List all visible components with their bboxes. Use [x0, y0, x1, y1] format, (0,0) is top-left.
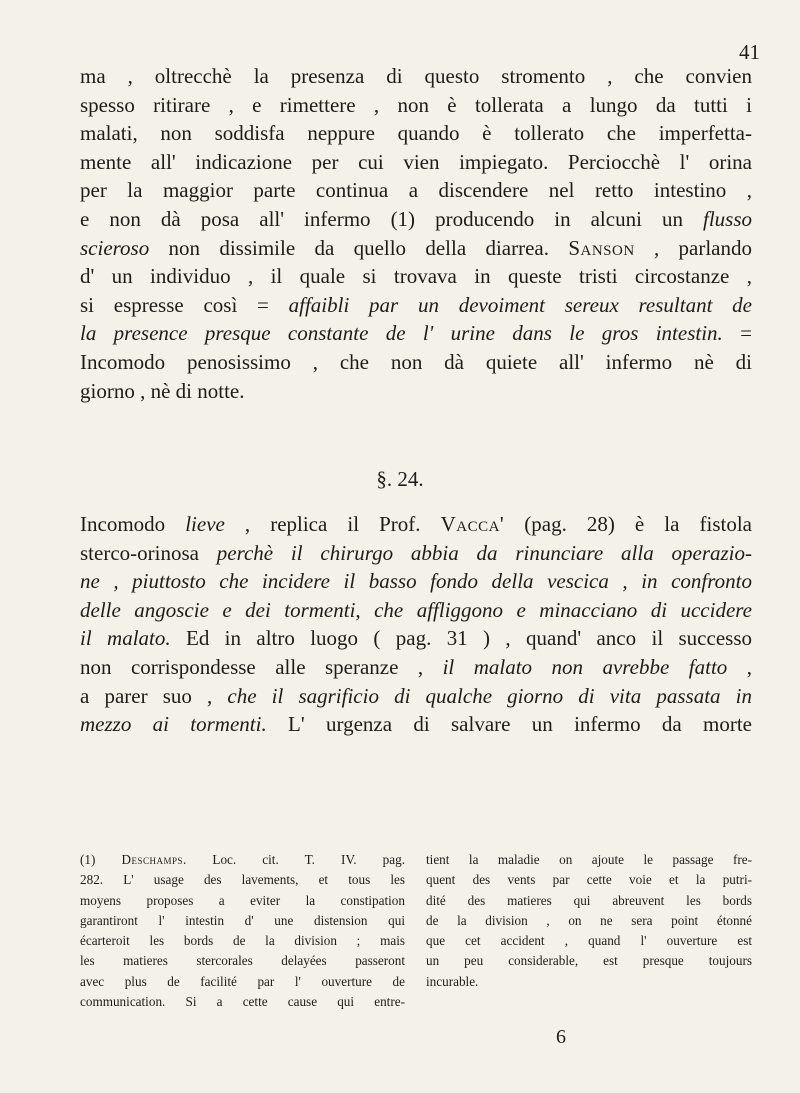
text-line: mente all' indicazione per cui vien impiegato. Perciocchè l' orina [80, 149, 752, 174]
footnote-line: communication. Si a cette cause qui entre- [80, 994, 405, 1010]
text-line [80, 539, 752, 568]
text-line [80, 596, 752, 625]
text-run: non dissimile da quello della diarrea. [149, 235, 569, 260]
footnote-line: avec plus de facilité par l' ouverture de [80, 973, 405, 989]
text-run: , parlando [634, 235, 752, 260]
italic-text: il malato. [80, 626, 171, 651]
author-name: Vacca' [440, 512, 505, 536]
footnote-line: de la division , on ne sera point étonné [426, 912, 752, 928]
text-line [80, 319, 752, 348]
text-line: ma , oltrecchè la presenza di questo stromento , che convien [80, 64, 752, 88]
footnote-marker: (1) [80, 852, 122, 867]
footnote-line: tient la maladie on ajoute le passage fre- [426, 852, 752, 867]
text-line: d' un individuo , il quale si trovava in queste tristi circostanze , [80, 264, 752, 289]
text-line [80, 291, 752, 320]
footnote-line: 282. L' usage des lavements, et tous les [80, 872, 405, 888]
footnote-line: dité des matieres qui abreuvent les bords [426, 892, 752, 908]
footnote-line: quent des vents par cette voie et la putri- [426, 872, 752, 888]
author-name: Deschamps [121, 852, 184, 867]
italic-text: delle angoscie e dei tormenti, che affliggono e minacciano di uccidere [80, 597, 752, 622]
text-line [80, 710, 752, 739]
italic-quote: affaibli par un devoiment sereux resultant de [288, 292, 752, 317]
italic-quote: la presence presque constante de l' urine dans le gros intestin. [80, 321, 723, 346]
signature-mark: 6 [556, 1026, 566, 1048]
text-line [80, 653, 752, 682]
text-line: per la maggior parte continua a discendere nel retto intestino , [80, 178, 752, 203]
italic-text: il malato non avrebbe fatto [442, 654, 728, 679]
footnote-line: écarteroit les bords de la division ; mais [80, 933, 405, 949]
text-run: . Loc. cit. T. IV. pag. [183, 852, 405, 867]
italic-text: che il sagrificio di qualche giorno di vita passata in [227, 683, 752, 708]
text-run: , replica il Prof. [224, 512, 441, 536]
italic-text: scieroso [80, 235, 150, 260]
text-run: L' urgenza di salvare un infermo da morte [266, 712, 752, 737]
text-line [80, 567, 752, 596]
italic-text: lieve [185, 512, 225, 536]
footnote-line: que cet accident , quand l' ouverture est [426, 933, 752, 949]
italic-text: perchè il chirurgo abbia da rinunciare alla operazio- [216, 540, 752, 565]
text-line: Incomodo penosissimo , che non dà quiete all' infermo nè di [80, 349, 752, 374]
footnote-right-column [426, 850, 752, 992]
page-number: 41 [739, 40, 760, 64]
text-run: = [722, 321, 752, 346]
italic-text: ne , piuttosto che incidere il basso fondo della vescica , in confronto [80, 569, 752, 594]
text-run: sterco-orinosa [80, 540, 217, 565]
footnote-line [80, 850, 405, 870]
section-heading: §. 24. [376, 467, 424, 491]
text-run: (pag. 28) è la fistola [504, 512, 752, 536]
text-run: Incomodo [80, 512, 186, 536]
paragraph-2 [80, 510, 752, 739]
text-run: , [727, 654, 752, 679]
paragraph-1 [80, 62, 752, 405]
text-line: giorno , nè di notte. [80, 378, 245, 403]
text-line [80, 234, 752, 263]
text-run: a parer suo , [80, 683, 228, 708]
text-line [80, 510, 752, 539]
text-line: spesso ritirare , e rimettere , non è tollerata a lungo da tutti i [80, 92, 752, 117]
text-line [80, 624, 752, 653]
text-run: non corrispondesse alle speranze , [80, 654, 443, 679]
footnote-line: garantiront l' intestin d' une distension qui [80, 912, 405, 928]
footnote-line: un peu considerable, est presque toujours [426, 953, 752, 969]
text-line [80, 682, 752, 711]
footnote-line: incurable. [426, 973, 479, 989]
author-name: Sanson [568, 235, 635, 260]
footnote-left-column [80, 850, 405, 1012]
footnote-line: les matieres stercorales delayées passeront [80, 953, 405, 969]
text-line [80, 205, 752, 234]
italic-text: flusso [702, 206, 752, 231]
italic-text: mezzo ai tormenti. [80, 712, 267, 737]
text-line: malati, non soddisfa neppure quando è tollerato che imperfetta- [80, 121, 752, 146]
text-run: si espresse così = [80, 292, 289, 317]
text-run: e non dà posa all' infermo (1) producendo in alcuni un [80, 206, 703, 231]
footnote-line: moyens proposes a eviter la constipation [80, 892, 405, 908]
text-run: Ed in altro luogo ( pag. 31 ) , quand' anco il successo [170, 626, 752, 651]
